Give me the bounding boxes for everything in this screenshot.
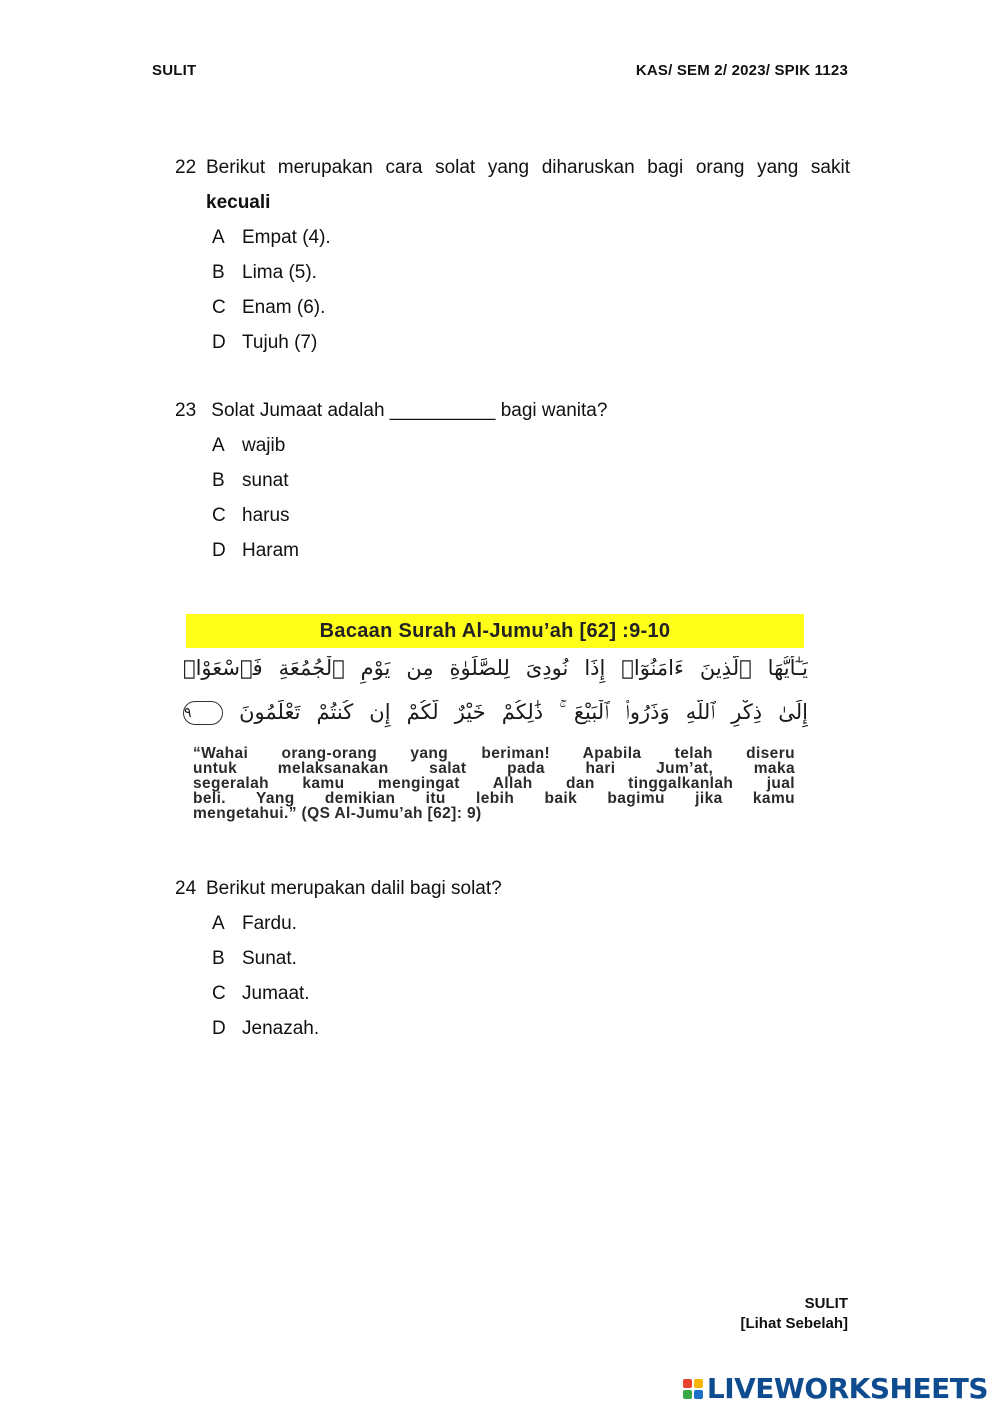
option-text: Sunat. bbox=[242, 948, 297, 969]
option-letter: D bbox=[212, 540, 226, 561]
logo-square-green bbox=[683, 1390, 692, 1399]
question-text: Solat Jumaat adalah __________ bagi wanita? bbox=[206, 400, 608, 421]
liveworksheets-wordmark: LIVEWORKSHEETS bbox=[706, 1372, 988, 1405]
option-b[interactable] bbox=[175, 255, 850, 290]
surah-translation bbox=[193, 746, 795, 821]
question-emphasis: kecuali bbox=[206, 192, 271, 213]
option-text: Enam (6). bbox=[242, 297, 326, 318]
option-text: Haram bbox=[242, 540, 300, 561]
translation-line: untuk melaksanakan salat pada hari Jum’at, maka bbox=[193, 760, 795, 777]
option-letter: A bbox=[212, 435, 225, 456]
option-b[interactable] bbox=[175, 463, 850, 498]
arabic-verse-line-2 bbox=[183, 700, 808, 740]
arabic-verse-line-1: يَـٰٓأَيُّهَا ٱلَّذِينَ ءَامَنُوٓا۟ إِذَا نُودِىَ لِلصَّلَوٰةِ مِن يَوْمِ ٱلْجُمُعَةِ فَٱسْعَوْا۟ bbox=[183, 656, 808, 680]
option-letter: A bbox=[212, 227, 225, 248]
surah-image bbox=[183, 612, 808, 830]
option-b[interactable] bbox=[175, 941, 850, 976]
question-23 bbox=[175, 393, 850, 568]
question-22 bbox=[175, 150, 850, 360]
option-letter: C bbox=[212, 297, 226, 318]
option-text: harus bbox=[242, 505, 290, 526]
footer bbox=[740, 1294, 848, 1334]
question-number: 22 bbox=[175, 157, 197, 178]
option-letter: B bbox=[212, 262, 225, 283]
logo-square-red bbox=[683, 1379, 692, 1388]
logo-square-blue bbox=[694, 1390, 703, 1399]
arabic-verse-text: إِلَىٰ ذِكْرِ ٱللَّهِ وَذَرُوا۟ ٱلْبَيْعَ ۚ ذَٰلِكُمْ خَيْرٌ لَّكُمْ إِن كُنتُمْ تَعْلَمُونَ bbox=[239, 700, 808, 724]
option-d[interactable] bbox=[175, 533, 850, 568]
question-text: Berikut merupakan cara solat yang diharuskan bagi orang yang sakit bbox=[206, 157, 850, 178]
option-a[interactable] bbox=[175, 220, 850, 255]
option-d[interactable] bbox=[175, 325, 850, 360]
option-c[interactable] bbox=[175, 290, 850, 325]
option-text: wajib bbox=[242, 435, 286, 456]
option-text: Jenazah. bbox=[242, 1018, 320, 1039]
option-text: Lima (5). bbox=[242, 262, 317, 283]
option-letter: C bbox=[212, 983, 226, 1004]
logo-square-yellow bbox=[694, 1379, 703, 1388]
question-text: Berikut merupakan dalil bagi solat? bbox=[206, 878, 502, 899]
liveworksheets-logo[interactable] bbox=[683, 1372, 988, 1405]
liveworksheets-icon bbox=[683, 1379, 703, 1399]
option-letter: B bbox=[212, 470, 225, 491]
option-letter: D bbox=[212, 1018, 226, 1039]
footer-sulit: SULIT bbox=[804, 1295, 848, 1312]
question-24 bbox=[175, 871, 850, 1046]
option-c[interactable] bbox=[175, 498, 850, 533]
translation-line: mengetahui.” (QS Al-Jumu’ah [62]: 9) bbox=[193, 805, 482, 822]
option-letter: B bbox=[212, 948, 225, 969]
translation-line: “Wahai orang-orang yang beriman! Apabila telah diseru bbox=[193, 745, 795, 762]
verse-number-mark: ٩ bbox=[183, 701, 223, 725]
footer-next-page: [Lihat Sebelah] bbox=[740, 1315, 848, 1332]
surah-title: Bacaan Surah Al-Jumu’ah [62] :9-10 bbox=[186, 614, 804, 648]
option-text: Tujuh (7) bbox=[242, 332, 318, 353]
option-letter: D bbox=[212, 332, 226, 353]
question-number: 23 bbox=[175, 400, 197, 421]
option-letter: C bbox=[212, 505, 226, 526]
option-letter: A bbox=[212, 913, 225, 934]
header-exam-code: KAS/ SEM 2/ 2023/ SPIK 1123 bbox=[635, 62, 848, 79]
option-d[interactable] bbox=[175, 1011, 850, 1046]
translation-line: segeralah kamu mengingat Allah dan tinggalkanlah jual bbox=[193, 775, 795, 792]
option-text: Fardu. bbox=[242, 913, 297, 934]
option-c[interactable] bbox=[175, 976, 850, 1011]
option-a[interactable] bbox=[175, 428, 850, 463]
option-text: sunat bbox=[242, 470, 289, 491]
option-text: Jumaat. bbox=[242, 983, 310, 1004]
translation-line: beli. Yang demikian itu lebih baik bagimu jika kamu bbox=[193, 790, 795, 807]
option-text: Empat (4). bbox=[242, 227, 331, 248]
header-sulit-left: SULIT bbox=[152, 62, 197, 79]
option-a[interactable] bbox=[175, 906, 850, 941]
question-number: 24 bbox=[175, 878, 197, 899]
